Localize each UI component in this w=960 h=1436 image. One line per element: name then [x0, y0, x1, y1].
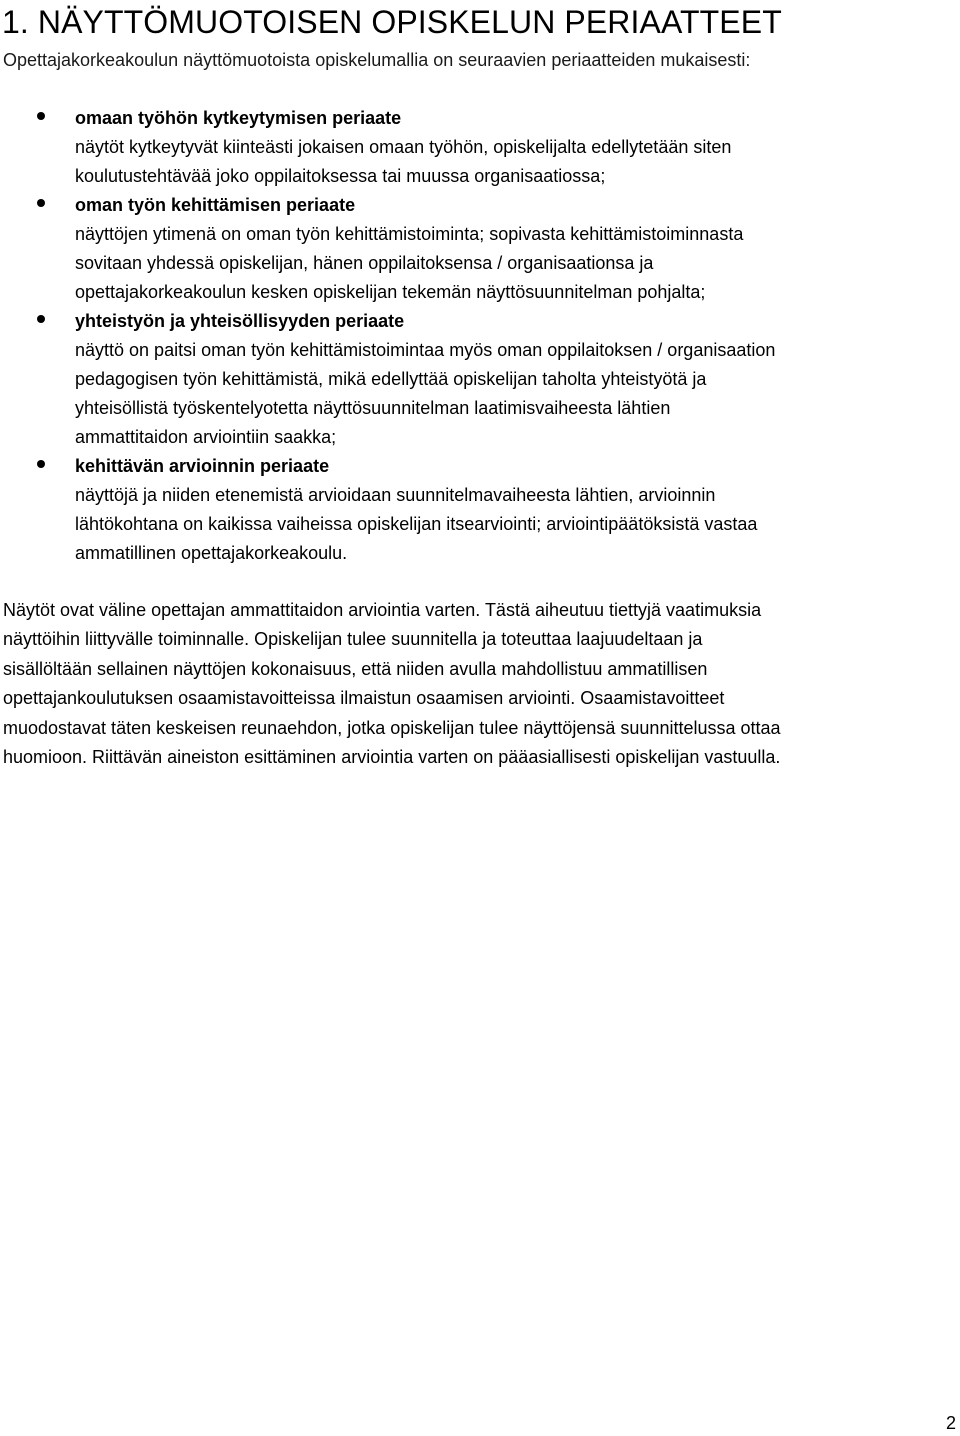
principle-text-line: pedagogisen työn kehittämistä, mikä edellyttää opiskelijan taholta yhteistyötä ja	[75, 369, 707, 389]
bullet-icon	[37, 315, 45, 323]
principle-text-line: ammatillinen opettajakorkeakoulu.	[75, 543, 348, 563]
principles-list	[0, 104, 960, 568]
principle-text-line: näyttöjen ytimenä on oman työn kehittämistoiminta; sopivasta kehittämistoiminnasta	[75, 224, 744, 244]
principle-text-line: sovitaan yhdessä opiskelijan, hänen oppilaitoksensa / organisaationsa ja	[75, 253, 654, 273]
principle-title: omaan työhön kytkeytymisen periaate	[75, 108, 402, 128]
bullet-icon	[37, 460, 45, 468]
principle-title: yhteistyön ja yhteisöllisyyden periaate	[75, 311, 405, 331]
principle-text-line: näytöt kytkeytyvät kiinteästi jokaisen omaan työhön, opiskelijalta edellytetään siten	[75, 137, 732, 157]
intro-text: Opettajakorkeakoulun näyttömuotoista opiskelumallia on seuraavien periaatteiden mukaisesti:	[3, 50, 751, 70]
principle-text-line: ammattitaidon arviointiin saakka;	[75, 427, 337, 447]
principle-text-line: näyttö on paitsi oman työn kehittämistoimintaa myös oman oppilaitoksen / organisaation	[75, 340, 776, 360]
body-paragraph	[3, 596, 958, 772]
paragraph-line: muodostavat täten keskeisen reunaehdon, jotka opiskelijan tulee näyttöjensä suunnittelussa ottaa	[3, 717, 781, 738]
list-item-principle-1	[0, 104, 960, 191]
paragraph-line: huomioon. Riittävän aineiston esittäminen arviointia varten on pääasiallisesti opiskelijan vastuulla.	[3, 746, 781, 767]
bullet-icon	[37, 112, 45, 120]
list-item-principle-3	[0, 307, 960, 452]
paragraph-line: Näytöt ovat väline opettajan ammattitaidon arviointia varten. Tästä aiheutuu tiettyjä vaatimuksia	[3, 600, 762, 620]
principle-text-line: koulutustehtävää joko oppilaitoksessa tai muussa organisaatiossa;	[75, 166, 606, 186]
paragraph-line: opettajankoulutuksen osaamistavoitteissa ilmaistun osaamisen arviointi. Osaamistavoitteet	[3, 688, 725, 709]
paragraph-line: näyttöihin liittyvälle toiminnalle. Opiskelijan tulee suunnitella ja toteuttaa laajuudeltaan ja	[3, 629, 703, 650]
principle-text-line: näyttöjä ja niiden etenemistä arvioidaan suunnitelmavaiheesta lähtien, arvioinnin	[75, 485, 716, 505]
list-item-principle-4	[0, 452, 960, 568]
page-title: 1. NÄYTTÖMUOTOISEN OPISKELUN PERIAATTEET	[2, 4, 782, 40]
principle-title: oman työn kehittämisen periaate	[75, 195, 356, 215]
principle-text-line: lähtökohtana on kaikissa vaiheissa opiskelijan itsearviointi; arviointipäätöksistä vastaa	[75, 514, 758, 534]
principle-text-line: yhteisöllistä työskentelyotetta näyttösuunnitelman laatimisvaiheesta lähtien	[75, 398, 671, 418]
list-item-principle-2	[0, 191, 960, 307]
principle-text-line: opettajakorkeakoulun kesken opiskelijan tekemän näyttösuunnitelman pohjalta;	[75, 282, 706, 302]
page-number: 2	[945, 1413, 956, 1433]
principle-title: kehittävän arvioinnin periaate	[75, 456, 330, 476]
paragraph-line: sisällöltään sellainen näyttöjen kokonaisuus, että niiden avulla mahdollistuu ammatillisen	[3, 658, 708, 679]
bullet-icon	[37, 199, 45, 207]
